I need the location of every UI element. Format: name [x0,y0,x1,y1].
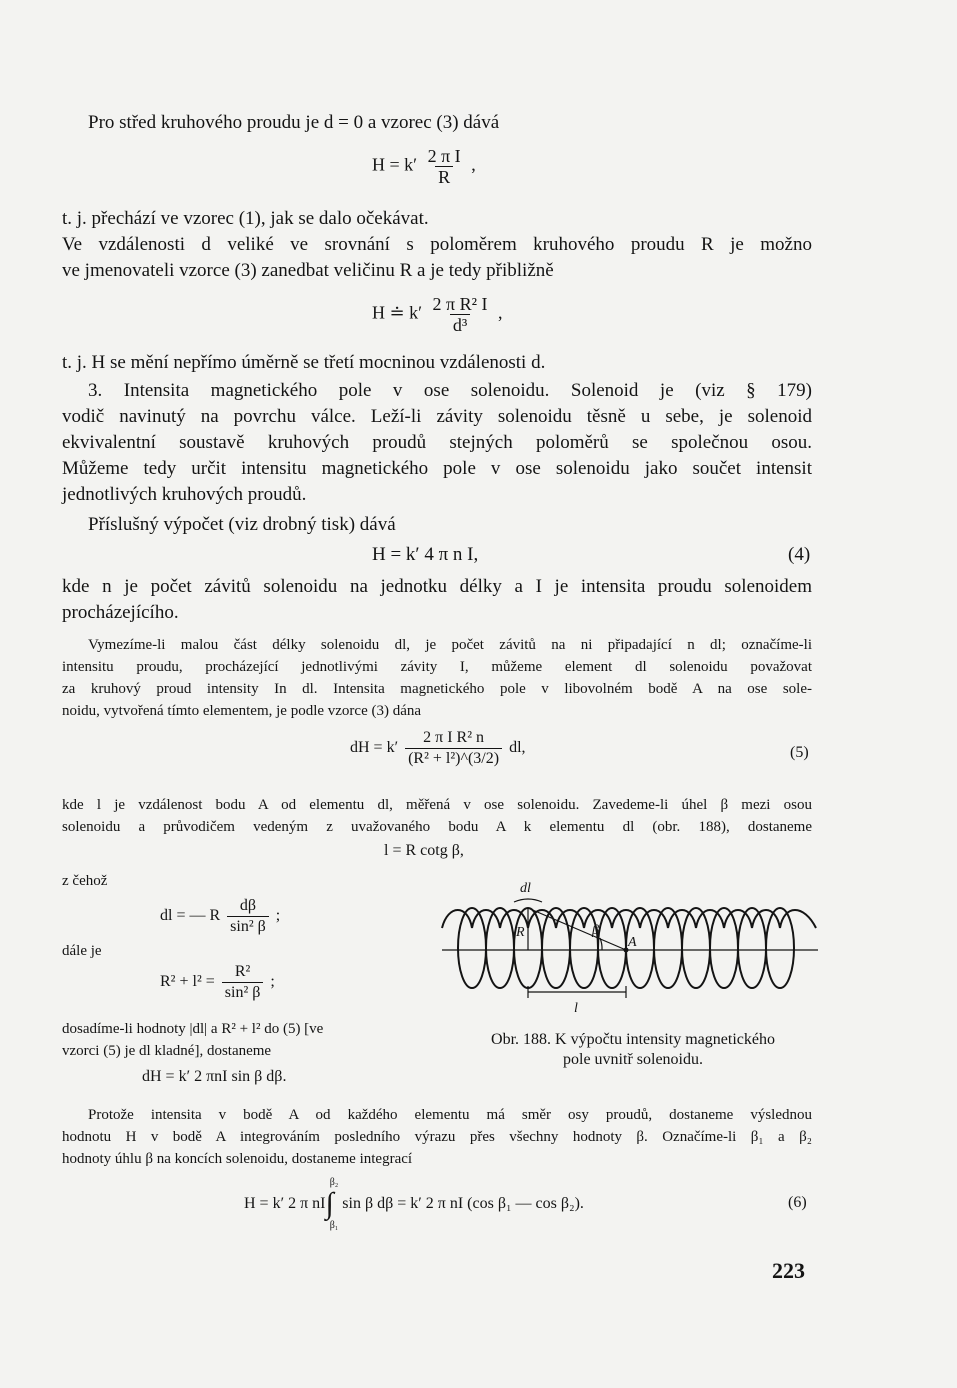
paragraph-line: ve jmenovateli vzorce (3) zanedbat veličinu R a je tedy přibližně [62,260,554,281]
text-line: dále je [62,943,102,959]
numerator: 2 π R² I [432,294,488,314]
fraction [405,728,502,769]
paragraph-line: jednotlivých kruhových proudů. [62,484,307,505]
eq-tail: ; [275,907,281,925]
caption-line: Obr. 188. K výpočtu intensity magnetického [491,1031,775,1048]
small-print-line: solenoidu a průvodičem vedeným z uvažovaného bodu A k elementu dl (obr. 188), dostaneme [62,819,812,835]
text-line: t. j. H se mění nepřímo úměrně se třetí mocninou vzdálenosti d. [62,352,546,373]
lower-limit: β₁ [329,1220,339,1231]
eq-tail: ; [270,973,275,991]
text-line: t. j. přechází ve vzorec (1), jak se dalo očekávat. [62,208,429,229]
figure-caption [438,1030,828,1070]
integral-sign: ∫ [325,1187,334,1220]
small-print-line: intensitu proudu, procházející jednotlivými závity I, můžeme element dl solenoidu považovat [62,659,812,675]
equation-r2 [160,962,275,1003]
paragraph-line: Ve vzdálenosti d veliké ve srovnání s poloměrem kruhového proudu R je možno [62,234,812,255]
equation-h-center [372,146,476,187]
small-print-line: za kruhový proud intensity In dl. Intensita magnetického pole v libovolném bodě A na ose sole- [62,681,812,697]
caption-line: pole uvnitř solenoidu. [563,1051,703,1068]
fraction [227,896,269,937]
eq-lhs: H = k′ [372,154,418,175]
equation-h-far [372,294,503,335]
eq-lhs: dH = k′ [350,739,399,757]
equation-4: H = k′ 4 π n I, [372,544,479,565]
small-print-line: kde l je vzdálenost bodu A od elementu dl, měřená v ose solenoidu. Zavedeme-li úhel β mezi osou [62,797,812,813]
solenoid-figure [440,880,820,1030]
denominator: sin² β [222,982,264,1003]
eq-right: sin β dβ = k′ 2 π nI (cos β₁ — cos β₂). [342,1195,584,1212]
equation-5 [350,728,526,769]
paragraph: Pro střed kruhového proudu je d = 0 a vzorec (3) dává [88,112,500,133]
eq-left: H = k′ 2 π nI [244,1195,326,1212]
text-line: dosadíme-li hodnoty |dl| a R² + l² do (5) [ve [62,1021,324,1037]
text-line: Příslušný výpočet (viz drobný tisk) dává [88,514,396,535]
numerator: R² [234,963,251,980]
small-print-line: hodnoty úhlu β na koncích solenoidu, dostaneme integrací [62,1151,413,1167]
numerator: 2 π I R² n [423,729,485,746]
section-heading-line: 3. Intensita magnetického pole v ose solenoidu. Solenoid je (viz § 179) [88,380,812,401]
label-beta: β [592,923,599,938]
denominator: (R² + l²)^(3/2) [405,748,502,769]
eq-lhs: H ≐ k′ [372,302,423,323]
denominator: d³ [450,314,470,335]
small-print-line: noidu, vytvořená tímto elementem, je podle vzorce (3) dána [62,703,422,719]
label-dl: dl [520,881,531,896]
eq-lhs: dl = — R [160,907,221,925]
eq-tail: , [498,302,503,323]
eq-tail: dl, [509,739,526,757]
paragraph-line: Můžeme tedy určit intensitu magnetického pole v ose solenoidu jako součet intensit [62,458,812,479]
text-line: z čehož [62,873,108,889]
upper-limit: β₂ [329,1177,339,1188]
eq-lhs: R² + l² = [160,973,215,991]
integral-limits [330,1177,339,1231]
numerator: 2 π I [427,146,461,166]
fraction [222,962,264,1003]
equation-dl [160,896,280,937]
small-print-line: Protože intensita v bodě A od každého elementu má směr osy proudů, dostaneme výslednou [88,1107,812,1123]
equation-dh: dH = k′ 2 πnI sin β dβ. [142,1068,287,1085]
paragraph-line: procházejícího. [62,602,179,623]
page-number: 223 [772,1258,805,1283]
paragraph-line: kde n je počet závitů solenoidu na jednotku délky a I je intensita proudu solenoidem [62,576,812,597]
label-r: R [516,925,525,940]
fraction [425,146,464,187]
paragraph-line: vodič navinutý na povrchu válce. Leží-li závity solenoidu těsně u sebe, je solenoid [62,406,812,427]
equation-number: (6) [788,1194,807,1211]
denominator: sin² β [227,916,269,937]
small-print-line: Vymezíme-li malou část délky solenoidu dl, je počet závitů na ni připadající n dl; označíme-li [88,637,812,653]
fraction [430,294,491,335]
label-a: A [628,935,637,950]
eq-tail: , [471,154,476,175]
equation-cotg: l = R cotg β, [384,842,464,859]
denominator: R [435,166,453,187]
solenoid-diagram [440,880,820,1030]
text-line: vzorci (5) je dl kladné], dostaneme [62,1043,272,1059]
label-l: l [574,1001,578,1016]
equation-number: (4) [788,544,811,565]
equation-number: (5) [790,744,809,761]
equation-6 [244,1174,584,1234]
numerator: dβ [239,897,257,914]
small-print-line: hodnotu H v bodě A integrováním posledního výrazu přes všechny hodnoty β. Označíme-li β₁ a β₂ [62,1129,812,1145]
paragraph-line: ekvivalentní soustavě kruhových proudů stejných poloměrů se společnou osou. [62,432,812,453]
